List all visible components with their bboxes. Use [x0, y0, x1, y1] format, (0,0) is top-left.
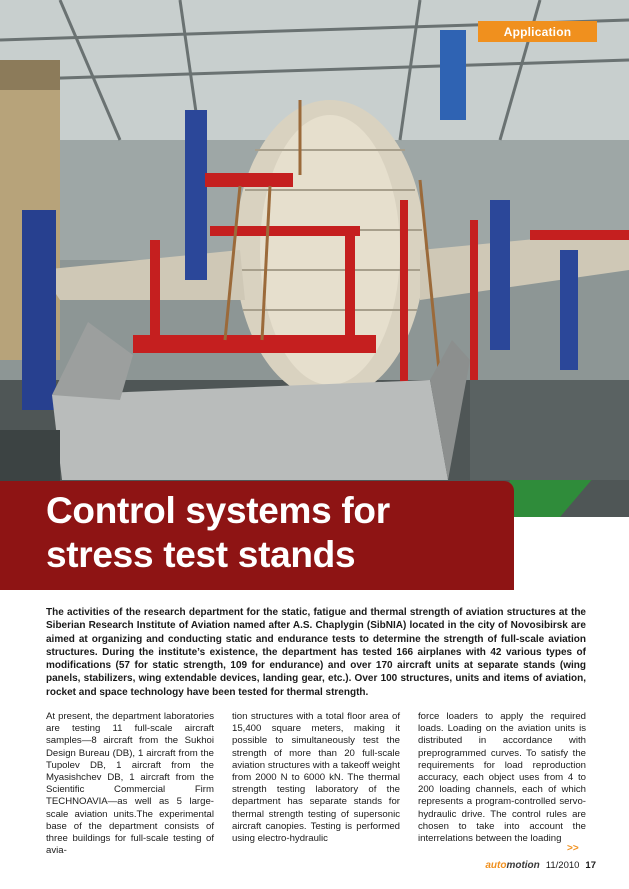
- page-number: 17: [585, 860, 596, 871]
- magazine-logo-part-2: motion: [506, 860, 540, 871]
- body-column-2: tion structures with a total floor area of 15,400 square meters, making it possible to simultaneously test the strength of more than 20 full-scale aviation structures with a takeoff weight from 2000 N to 6000 kN. The thermal strength testing laboratory of the department has separate stands for thermal strength testing of supersonic aircraft canopies. Testing is performed using electro-hydraulic: [232, 711, 400, 845]
- title-line-2: stress test stands: [46, 534, 356, 575]
- lead-paragraph: The activities of the research department for the static, fatigue and thermal strength of aviation structures at the Siberian Research Institute of Aviation named after A.S. Chaplygin (SibNIA) located in the city of Novosibirsk are aimed at organizing and conducting static and endurance tests to determine the strength of full-scale aviation structures. During the institute’s existence, the department has tested 166 airplanes with 42 various types of modifications (57 for static strength, 109 for endurance) and over 170 aircraft units at separate stands (wing panels, stabilizers, wing extendable devices, landing gear, etc.). Over 100 structures, units and items of aviation, rocket and space technology have been tested for thermal strength.: [46, 607, 586, 698]
- page-footer: [485, 860, 596, 871]
- title-line-1: Control systems for: [46, 490, 390, 531]
- magazine-logo-part-1: auto: [485, 860, 507, 871]
- section-tag: Application: [478, 21, 597, 42]
- issue-number: 11/2010: [545, 860, 580, 871]
- body-column-3: force loaders to apply the required loads. Loading on the aviation units is distributed in accordance with preprogrammed curves. To satisfy the requirements for load reproduction accuracy, each object uses from 4 to 200 loading channels, each of which represents a program-controlled servo-hydraulic drive. The control rules are chosen to take into account the interrelations between the loading: [418, 711, 586, 845]
- article-title: [46, 489, 506, 577]
- continue-marker: >>: [567, 843, 579, 854]
- magazine-logo: [485, 860, 539, 871]
- body-column-1: At present, the department laboratories are testing 11 full-scale aircraft samples—8 aircraft from the Sukhoi Design Bureau (DB), 1 aircraft from the Tupolev DB, 1 aircraft from the Myasishchev DB, 1 aircraft from the Scientific Commercial Firm TECHNOAVIA—as well as 5 large-scale aviation units.The experimental base of the department consists of three buildings for full-scale testing of avia-: [46, 711, 214, 857]
